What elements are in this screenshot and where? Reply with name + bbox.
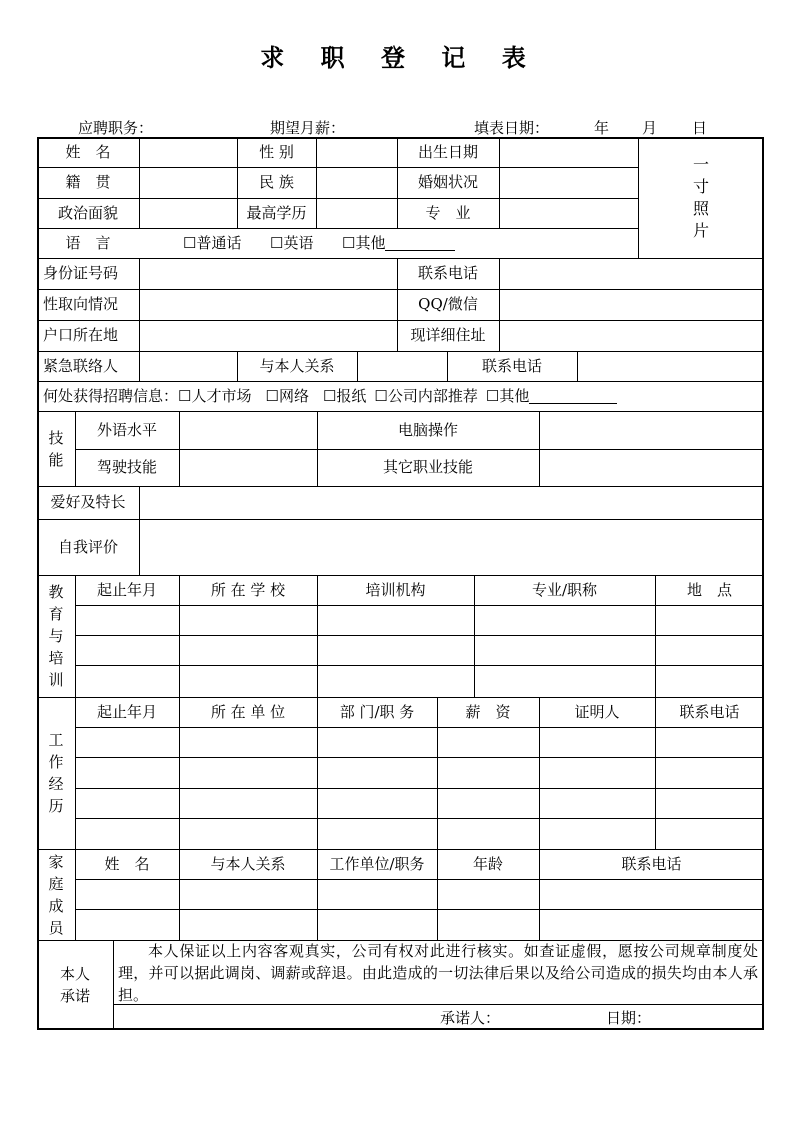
name-field[interactable] bbox=[139, 137, 237, 167]
self-evaluation-field[interactable] bbox=[139, 519, 764, 575]
year-label: 年 bbox=[594, 119, 610, 137]
emergency-phone-field[interactable] bbox=[577, 351, 764, 381]
source-other-blank[interactable] bbox=[529, 389, 617, 404]
relation-field[interactable] bbox=[357, 351, 447, 381]
self-evaluation-label: 自我评价 bbox=[57, 537, 118, 556]
photo-box[interactable] bbox=[638, 137, 764, 259]
edu-header-training: 培训机构 bbox=[365, 580, 426, 599]
native-place-label: 籍 贯 bbox=[65, 173, 111, 191]
major-label: 专 业 bbox=[425, 203, 471, 222]
language-option-english[interactable] bbox=[264, 228, 334, 258]
language-option-other[interactable] bbox=[336, 228, 471, 258]
work-header-period: 起止年月 bbox=[96, 702, 157, 721]
family-header-relation: 与本人关系 bbox=[210, 854, 286, 873]
work-header-company: 所 在 单 位 bbox=[210, 702, 286, 721]
family-row[interactable] bbox=[75, 879, 764, 909]
language-option-mandarin[interactable] bbox=[177, 228, 267, 258]
work-header-department: 部 门/职 务 bbox=[339, 702, 415, 721]
language-option-label: 其他 bbox=[355, 233, 386, 252]
promise-date-label: 日期： bbox=[606, 1008, 652, 1027]
checkbox-icon[interactable]: ☐ bbox=[270, 233, 284, 252]
work-header-salary: 薪 资 bbox=[465, 702, 511, 721]
family-header-age: 年龄 bbox=[472, 854, 503, 873]
work-row[interactable] bbox=[75, 757, 764, 788]
source-row bbox=[37, 381, 764, 411]
other-skills-field[interactable] bbox=[539, 449, 764, 486]
computer-skill-label: 电脑操作 bbox=[397, 420, 458, 439]
source-option-talent-market[interactable]: ☐人才市场 bbox=[178, 386, 252, 405]
language-option-label: 英语 bbox=[283, 233, 314, 252]
computer-skill-field[interactable] bbox=[539, 411, 764, 449]
promise-text: 本人保证以上内容客观真实，公司有权对此进行核实。如查证虚假，愿按公司规章制度处理，并可以据此调岗、调薪或辞退。由此造成的一切法律后果以及给公司造成的损失均由本人承担。 bbox=[118, 942, 758, 1004]
foreign-language-label: 外语水平 bbox=[96, 420, 157, 439]
qq-wechat-field[interactable] bbox=[499, 289, 764, 320]
family-header-phone: 联系电话 bbox=[621, 854, 682, 873]
emergency-phone-label: 联系电话 bbox=[481, 356, 542, 375]
relation-label: 与本人关系 bbox=[259, 356, 335, 375]
checkbox-icon[interactable]: ☐ bbox=[183, 233, 197, 252]
family-row[interactable] bbox=[75, 909, 764, 940]
photo-text-char: 一 bbox=[692, 155, 709, 174]
source-option-internet[interactable]: ☐网络 bbox=[265, 386, 309, 405]
source-label: 何处获得招聘信息： bbox=[43, 386, 179, 405]
family-header-name: 姓 名 bbox=[104, 854, 150, 873]
fill-date-label: 填表日期： bbox=[474, 119, 550, 137]
marital-status-label: 婚姻状况 bbox=[417, 173, 478, 191]
address-label: 现详细住址 bbox=[410, 326, 486, 344]
name-label: 姓 名 bbox=[65, 142, 111, 161]
photo-text-char: 照 bbox=[692, 199, 709, 218]
birth-date-label: 出生日期 bbox=[417, 142, 478, 161]
other-skills-label: 其它职业技能 bbox=[382, 458, 473, 476]
promiser-label: 承诺人： bbox=[440, 1008, 501, 1027]
hukou-label: 户口所在地 bbox=[43, 326, 119, 344]
qq-wechat-label: QQ/微信 bbox=[418, 295, 478, 313]
checkbox-icon[interactable]: ☐ bbox=[342, 233, 356, 252]
photo-text-char: 片 bbox=[692, 221, 709, 240]
hobby-field[interactable] bbox=[139, 486, 764, 519]
ethnicity-field[interactable] bbox=[316, 167, 397, 198]
work-header-phone: 联系电话 bbox=[679, 702, 740, 721]
source-option-other[interactable]: ☐其他 bbox=[485, 386, 530, 405]
source-option-newspaper[interactable]: ☐报纸 bbox=[322, 386, 367, 405]
work-row[interactable] bbox=[75, 788, 764, 818]
expected-salary-label: 期望月薪： bbox=[270, 119, 346, 137]
work-header-reference: 证明人 bbox=[574, 702, 620, 721]
foreign-language-field[interactable] bbox=[179, 411, 317, 449]
edu-row[interactable] bbox=[75, 665, 764, 697]
driving-skill-field[interactable] bbox=[179, 449, 317, 486]
major-field[interactable] bbox=[499, 198, 638, 228]
promise-section-label: 本人 承诺 bbox=[59, 965, 90, 1005]
address-field[interactable] bbox=[499, 320, 764, 351]
edu-header-period: 起止年月 bbox=[96, 580, 157, 599]
ethnicity-label: 民 族 bbox=[259, 173, 294, 191]
hukou-field[interactable] bbox=[139, 320, 397, 351]
driving-skill-label: 驾驶技能 bbox=[96, 458, 157, 476]
birth-date-field[interactable] bbox=[499, 137, 638, 167]
marital-status-field[interactable] bbox=[499, 167, 638, 198]
political-status-label: 政治面貌 bbox=[57, 203, 118, 222]
work-row[interactable] bbox=[75, 727, 764, 757]
day-label: 日 bbox=[692, 119, 708, 137]
edu-header-major: 专业/职称 bbox=[531, 580, 598, 599]
highest-education-label: 最高学历 bbox=[246, 203, 307, 222]
gender-field[interactable] bbox=[316, 137, 397, 167]
page-title: 求 职 登 记 表 bbox=[260, 43, 540, 72]
phone-label: 联系电话 bbox=[417, 264, 478, 282]
family-header-employer: 工作单位/职务 bbox=[329, 854, 425, 873]
source-option-referral[interactable]: ☐公司内部推荐 bbox=[374, 386, 478, 405]
skills-section-label: 技 能 bbox=[48, 428, 64, 469]
id-number-field[interactable] bbox=[139, 258, 397, 289]
emergency-contact-label: 紧急联络人 bbox=[43, 356, 119, 375]
language-option-label: 普通话 bbox=[196, 233, 242, 252]
language-label: 语 言 bbox=[65, 233, 111, 252]
native-place-field[interactable] bbox=[139, 167, 237, 198]
id-number-label: 身份证号码 bbox=[43, 264, 119, 282]
photo-text-char: 寸 bbox=[692, 177, 709, 196]
edu-header-school: 所 在 学 校 bbox=[210, 580, 286, 599]
emergency-contact-field[interactable] bbox=[139, 351, 237, 381]
edu-row[interactable] bbox=[75, 605, 764, 635]
work-section-label: 工 作 经 历 bbox=[48, 731, 64, 815]
edu-row[interactable] bbox=[75, 635, 764, 665]
edu-header-location: 地 点 bbox=[686, 580, 732, 599]
work-row[interactable] bbox=[75, 818, 764, 849]
education-section-label: 教 育 与 培 训 bbox=[48, 583, 64, 689]
month-label: 月 bbox=[642, 119, 658, 137]
family-section-label: 家 庭 成 员 bbox=[48, 852, 64, 937]
position-applied-label: 应聘职务： bbox=[78, 119, 154, 137]
language-other-blank[interactable] bbox=[385, 236, 455, 251]
highest-education-field[interactable] bbox=[316, 198, 397, 228]
political-status-field[interactable] bbox=[139, 198, 237, 228]
orientation-field[interactable] bbox=[139, 289, 397, 320]
gender-label: 性 别 bbox=[259, 142, 294, 161]
phone-field[interactable] bbox=[499, 258, 764, 289]
hobby-label: 爱好及特长 bbox=[50, 493, 126, 511]
orientation-label: 性取向情况 bbox=[43, 295, 119, 313]
